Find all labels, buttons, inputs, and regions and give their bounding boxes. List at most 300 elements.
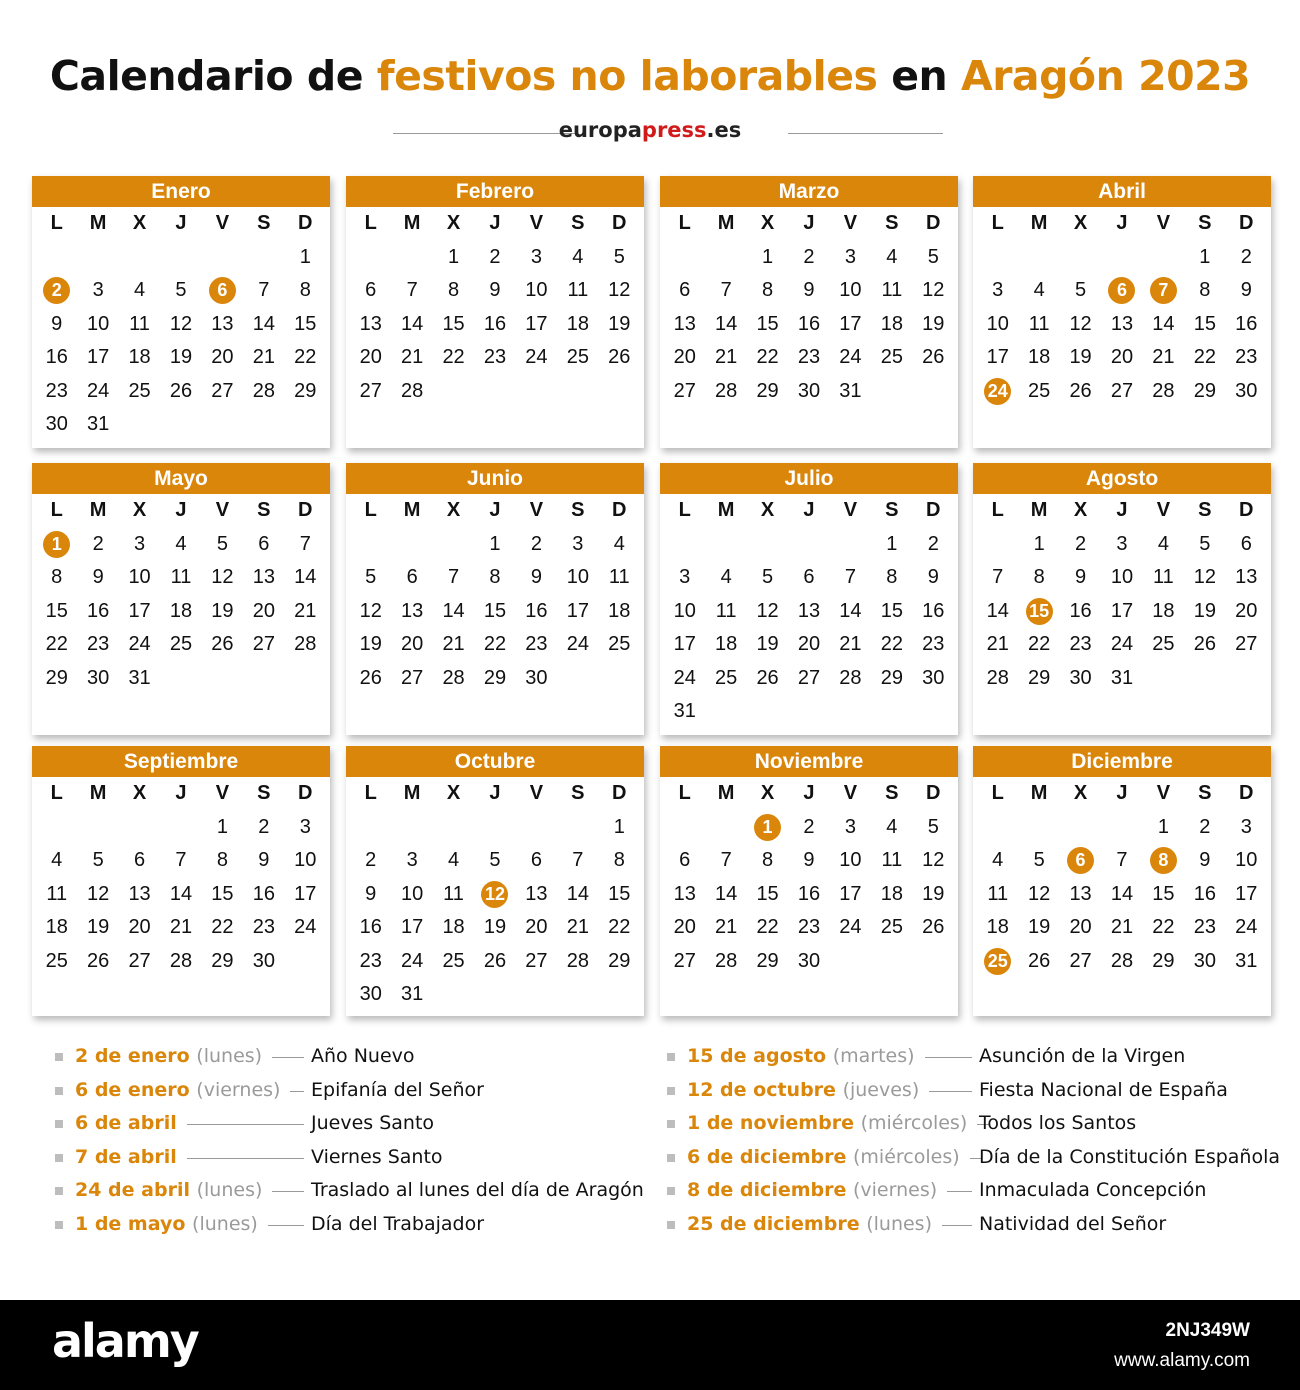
- day-cell: [1226, 911, 1267, 945]
- day-number: 18: [45, 916, 68, 939]
- day-cell: [516, 945, 557, 979]
- empty-cell: [705, 528, 746, 562]
- day-number: 13: [128, 882, 151, 905]
- day-cell: [830, 662, 871, 696]
- empty-cell: [664, 811, 705, 845]
- day-cell: [913, 561, 954, 595]
- day-cell: [1018, 878, 1059, 912]
- day-number: 3: [92, 279, 104, 302]
- day-cell: [1101, 945, 1142, 979]
- day-number: 12: [1193, 566, 1216, 589]
- day-number: 6: [1067, 847, 1094, 874]
- day-cell: [664, 375, 705, 409]
- day-cell: [1184, 375, 1225, 409]
- day-cell: [705, 308, 746, 342]
- title-part3: en: [877, 52, 961, 100]
- day-number: 15: [1026, 598, 1053, 625]
- day-number: 31: [87, 413, 110, 436]
- day-cell: [516, 241, 557, 275]
- day-number: 20: [673, 916, 696, 939]
- day-cell: [977, 628, 1018, 662]
- day-number: 13: [797, 599, 821, 622]
- day-number: 23: [45, 379, 68, 402]
- day-number: 4: [572, 245, 584, 268]
- day-cell: [350, 978, 391, 1012]
- day-number: 11: [443, 882, 464, 905]
- day-number: 22: [1152, 916, 1175, 939]
- day-cell: [77, 528, 118, 562]
- day-cell: [1101, 341, 1142, 375]
- day-cell: [1143, 878, 1184, 912]
- day-cell: [160, 945, 201, 979]
- day-cell: [1226, 628, 1267, 662]
- month-title: Enero: [32, 176, 330, 207]
- day-cell: [871, 878, 912, 912]
- month-title: Noviembre: [660, 746, 958, 777]
- day-number: 15: [1152, 882, 1175, 905]
- day-cell: [788, 878, 829, 912]
- day-cell: [1226, 844, 1267, 878]
- day-number: 24: [673, 666, 696, 689]
- legend-date: 24 de abril: [75, 1179, 190, 1202]
- day-number: 10: [839, 279, 862, 302]
- empty-cell: [474, 811, 515, 845]
- day-cell: [391, 561, 432, 595]
- day-number: 18: [169, 599, 193, 622]
- day-cell: [160, 375, 201, 409]
- day-cell: [77, 844, 118, 878]
- weekday-header: S: [1198, 212, 1212, 235]
- legend-weekday: (miércoles): [860, 1112, 968, 1135]
- day-number: 13: [1110, 312, 1134, 335]
- day-cell: [433, 595, 474, 629]
- empty-cell: [77, 811, 118, 845]
- leader-line: [187, 1158, 304, 1159]
- day-cell: [788, 561, 829, 595]
- day-number: 11: [608, 566, 630, 589]
- empty-cell: [119, 241, 160, 275]
- empty-cell: [788, 528, 829, 562]
- day-cell: [285, 375, 326, 409]
- days-grid: [973, 207, 1271, 408]
- day-number: 17: [1235, 882, 1258, 905]
- legend-holiday-name: Año Nuevo: [311, 1045, 415, 1067]
- day-number: 12: [1069, 312, 1092, 335]
- holiday-day: [1143, 844, 1184, 878]
- day-cell: [160, 844, 201, 878]
- leader-line: [268, 1225, 304, 1226]
- day-cell: [871, 241, 912, 275]
- month-agosto: [973, 463, 1271, 735]
- legend-weekday: (viernes): [196, 1078, 281, 1101]
- day-cell: [913, 241, 954, 275]
- day-number: 2: [803, 815, 815, 838]
- day-cell: [747, 628, 788, 662]
- day-number: 12: [481, 881, 508, 908]
- day-number: 14: [442, 599, 465, 622]
- holiday-day: [1143, 274, 1184, 308]
- day-cell: [1101, 662, 1142, 696]
- day-cell: [705, 945, 746, 979]
- day-number: 28: [715, 949, 738, 972]
- day-number: 24: [525, 346, 548, 369]
- day-number: 19: [922, 882, 945, 905]
- day-number: 21: [1152, 346, 1175, 369]
- site-url: www.alamy.com: [1114, 1350, 1250, 1371]
- weekday-header: D: [1239, 212, 1254, 235]
- legend-date-group: [687, 1074, 919, 1108]
- day-cell: [977, 274, 1018, 308]
- day-cell: [1184, 341, 1225, 375]
- day-cell: [243, 341, 284, 375]
- day-number: 9: [927, 566, 939, 589]
- day-cell: [557, 308, 598, 342]
- day-number: 22: [483, 633, 507, 656]
- day-cell: [788, 595, 829, 629]
- day-number: 22: [211, 916, 234, 939]
- weekday-header: M: [717, 782, 735, 805]
- day-cell: [871, 595, 912, 629]
- day-cell: [285, 308, 326, 342]
- day-cell: [202, 375, 243, 409]
- day-cell: [1226, 528, 1267, 562]
- day-cell: [913, 274, 954, 308]
- empty-cell: [705, 241, 746, 275]
- day-cell: [285, 241, 326, 275]
- day-number: 19: [483, 916, 507, 939]
- month-diciembre: [973, 746, 1271, 1016]
- day-cell: [871, 844, 912, 878]
- day-number: 20: [1069, 916, 1092, 939]
- day-number: 7: [406, 279, 418, 302]
- day-number: 7: [299, 532, 311, 555]
- day-cell: [705, 595, 746, 629]
- weekday-header: M: [1030, 782, 1048, 805]
- holiday-day: [977, 375, 1018, 409]
- day-number: 22: [442, 346, 465, 369]
- day-number: 11: [567, 279, 589, 302]
- day-number: 23: [1235, 346, 1258, 369]
- day-cell: [1143, 375, 1184, 409]
- day-cell: [1018, 308, 1059, 342]
- holiday-day: [747, 811, 788, 845]
- weekday-header: L: [364, 499, 377, 522]
- month-febrero: [346, 176, 644, 448]
- day-number: 18: [986, 916, 1009, 939]
- legend-weekday: (viernes): [853, 1179, 938, 1202]
- empty-cell: [977, 811, 1018, 845]
- day-cell: [119, 844, 160, 878]
- day-cell: [1184, 945, 1225, 979]
- month-title: Abril: [973, 176, 1271, 207]
- day-number: 1: [489, 532, 501, 555]
- day-cell: [433, 878, 474, 912]
- day-cell: [160, 561, 201, 595]
- day-cell: [391, 978, 432, 1012]
- weekday-header: S: [257, 212, 271, 235]
- day-cell: [433, 945, 474, 979]
- day-cell: [705, 341, 746, 375]
- day-number: 24: [128, 633, 151, 656]
- day-cell: [36, 911, 77, 945]
- day-cell: [557, 341, 598, 375]
- day-number: 21: [169, 916, 193, 939]
- day-cell: [747, 561, 788, 595]
- day-number: 11: [129, 312, 150, 335]
- weekday-header: S: [257, 782, 271, 805]
- day-cell: [285, 811, 326, 845]
- day-cell: [77, 375, 118, 409]
- day-cell: [705, 375, 746, 409]
- empty-cell: [557, 811, 598, 845]
- day-number: 30: [252, 949, 275, 972]
- holiday-day: [1101, 274, 1142, 308]
- month-title: Julio: [660, 463, 958, 494]
- day-number: 28: [839, 666, 862, 689]
- weekday-header: J: [489, 782, 501, 805]
- day-number: 3: [1116, 532, 1128, 555]
- day-cell: [474, 274, 515, 308]
- legend-holiday-name: Día del Trabajador: [311, 1212, 485, 1235]
- day-cell: [516, 628, 557, 662]
- day-number: 22: [880, 633, 903, 656]
- day-cell: [202, 308, 243, 342]
- empty-cell: [160, 241, 201, 275]
- day-number: 13: [252, 566, 275, 589]
- day-number: 2: [530, 532, 542, 555]
- day-number: 3: [992, 279, 1004, 302]
- day-number: 25: [880, 346, 903, 369]
- day-number: 13: [359, 312, 382, 335]
- bullet-icon: [55, 1187, 63, 1195]
- holiday-day: [474, 878, 515, 912]
- day-number: 3: [679, 566, 691, 589]
- day-cell: [516, 595, 557, 629]
- day-number: 20: [252, 599, 275, 622]
- empty-cell: [705, 811, 746, 845]
- empty-cell: [350, 811, 391, 845]
- day-number: 18: [608, 599, 631, 622]
- day-cell: [977, 911, 1018, 945]
- day-number: 4: [720, 566, 732, 589]
- day-number: 18: [128, 346, 151, 369]
- day-number: 9: [803, 279, 815, 302]
- day-number: 8: [299, 279, 311, 302]
- day-number: 7: [844, 566, 856, 589]
- day-number: 8: [1033, 566, 1045, 589]
- day-number: 19: [1193, 599, 1216, 622]
- day-number: 19: [1028, 916, 1051, 939]
- day-cell: [1184, 628, 1225, 662]
- empty-cell: [1143, 241, 1184, 275]
- day-number: 3: [299, 815, 311, 838]
- day-cell: [202, 628, 243, 662]
- day-number: 22: [756, 916, 779, 939]
- day-cell: [1143, 528, 1184, 562]
- day-number: 8: [762, 849, 774, 872]
- day-number: 19: [756, 633, 779, 656]
- weekday-header: M: [89, 212, 107, 235]
- weekday-header: V: [843, 782, 858, 805]
- day-cell: [391, 375, 432, 409]
- day-cell: [433, 911, 474, 945]
- day-number: 20: [401, 633, 424, 656]
- day-number: 11: [46, 882, 68, 905]
- weekday-header: S: [1198, 782, 1212, 805]
- day-cell: [788, 911, 829, 945]
- day-number: 5: [762, 566, 774, 589]
- day-number: 29: [211, 949, 234, 972]
- day-number: 2: [1240, 245, 1252, 268]
- day-cell: [1018, 561, 1059, 595]
- day-number: 8: [1150, 847, 1177, 874]
- day-cell: [350, 945, 391, 979]
- day-number: 30: [922, 666, 945, 689]
- day-cell: [433, 662, 474, 696]
- day-cell: [36, 375, 77, 409]
- day-number: 10: [1110, 566, 1134, 589]
- day-cell: [350, 662, 391, 696]
- day-cell: [202, 844, 243, 878]
- day-cell: [474, 341, 515, 375]
- day-number: 25: [608, 633, 631, 656]
- legend-weekday: (lunes): [866, 1212, 932, 1235]
- day-cell: [119, 911, 160, 945]
- day-cell: [1184, 274, 1225, 308]
- day-number: 24: [566, 633, 589, 656]
- legend-date-group: [75, 1141, 177, 1175]
- month-title: Diciembre: [973, 746, 1271, 777]
- day-number: 18: [566, 312, 589, 335]
- weekday-header: X: [446, 212, 461, 235]
- day-number: 13: [673, 882, 696, 905]
- legend-weekday: (lunes): [196, 1179, 263, 1202]
- day-cell: [1060, 561, 1101, 595]
- weekday-header: L: [50, 782, 63, 805]
- day-cell: [1143, 561, 1184, 595]
- day-number: 2: [258, 815, 270, 838]
- weekday-header: S: [885, 499, 899, 522]
- day-cell: [77, 308, 118, 342]
- days-grid: [660, 777, 958, 978]
- day-number: 8: [489, 566, 501, 589]
- legend-weekday: (jueves): [842, 1078, 920, 1101]
- day-number: 22: [1028, 633, 1051, 656]
- empty-cell: [391, 811, 432, 845]
- day-cell: [599, 844, 640, 878]
- day-number: 27: [211, 379, 234, 402]
- day-cell: [599, 241, 640, 275]
- day-number: 25: [442, 949, 465, 972]
- day-number: 1: [43, 531, 70, 558]
- day-number: 20: [211, 346, 234, 369]
- day-cell: [119, 274, 160, 308]
- day-number: 31: [839, 379, 862, 402]
- day-number: 2: [927, 532, 939, 555]
- day-cell: [747, 274, 788, 308]
- day-number: 19: [211, 599, 234, 622]
- weekday-header: D: [926, 499, 941, 522]
- day-cell: [202, 811, 243, 845]
- day-number: 6: [406, 566, 418, 589]
- month-title: Septiembre: [32, 746, 330, 777]
- day-cell: [243, 878, 284, 912]
- day-number: 20: [1110, 346, 1134, 369]
- day-number: 1: [754, 814, 781, 841]
- day-number: 30: [1193, 949, 1216, 972]
- day-cell: [160, 628, 201, 662]
- day-number: 14: [1152, 312, 1175, 335]
- weekday-header: L: [678, 212, 691, 235]
- weekday-header: V: [529, 499, 544, 522]
- day-number: 30: [525, 666, 548, 689]
- weekday-header: D: [926, 782, 941, 805]
- day-number: 17: [87, 346, 110, 369]
- day-number: 31: [128, 666, 151, 689]
- day-cell: [830, 628, 871, 662]
- day-cell: [516, 341, 557, 375]
- day-cell: [871, 561, 912, 595]
- day-number: 25: [880, 916, 903, 939]
- day-cell: [1184, 595, 1225, 629]
- day-number: 3: [530, 245, 542, 268]
- day-number: 14: [294, 566, 317, 589]
- day-cell: [1018, 911, 1059, 945]
- day-cell: [664, 878, 705, 912]
- day-number: 10: [294, 849, 317, 872]
- day-number: 6: [679, 849, 691, 872]
- empty-cell: [1060, 241, 1101, 275]
- empty-cell: [1018, 241, 1059, 275]
- day-cell: [1018, 662, 1059, 696]
- day-number: 26: [922, 346, 945, 369]
- day-number: 15: [442, 312, 465, 335]
- day-number: 26: [1193, 633, 1216, 656]
- day-number: 23: [359, 949, 382, 972]
- day-number: 11: [987, 882, 1009, 905]
- day-cell: [119, 595, 160, 629]
- legend-holiday-name: Traslado al lunes del día de Aragón: [311, 1179, 644, 1202]
- day-cell: [664, 945, 705, 979]
- weekday-header: M: [89, 499, 107, 522]
- day-cell: [243, 844, 284, 878]
- day-cell: [830, 911, 871, 945]
- weekday-header: V: [843, 499, 858, 522]
- day-number: 16: [797, 882, 821, 905]
- day-number: 6: [258, 532, 270, 555]
- weekday-header: J: [803, 212, 815, 235]
- day-number: 15: [211, 882, 234, 905]
- month-title: Octubre: [346, 746, 644, 777]
- weekday-header: S: [571, 212, 585, 235]
- day-cell: [705, 911, 746, 945]
- day-cell: [1184, 528, 1225, 562]
- day-cell: [788, 844, 829, 878]
- legend-weekday: (martes): [832, 1045, 915, 1067]
- footer-bar: [0, 1300, 1300, 1390]
- legend-date: 8 de diciembre: [687, 1179, 847, 1202]
- weekday-header: S: [885, 212, 899, 235]
- day-cell: [433, 844, 474, 878]
- brand-prefix: europa: [558, 118, 642, 142]
- day-cell: [474, 241, 515, 275]
- day-cell: [1143, 308, 1184, 342]
- day-number: 28: [442, 666, 465, 689]
- weekday-header: M: [717, 212, 735, 235]
- day-cell: [1184, 844, 1225, 878]
- day-number: 12: [169, 312, 193, 335]
- day-cell: [1143, 945, 1184, 979]
